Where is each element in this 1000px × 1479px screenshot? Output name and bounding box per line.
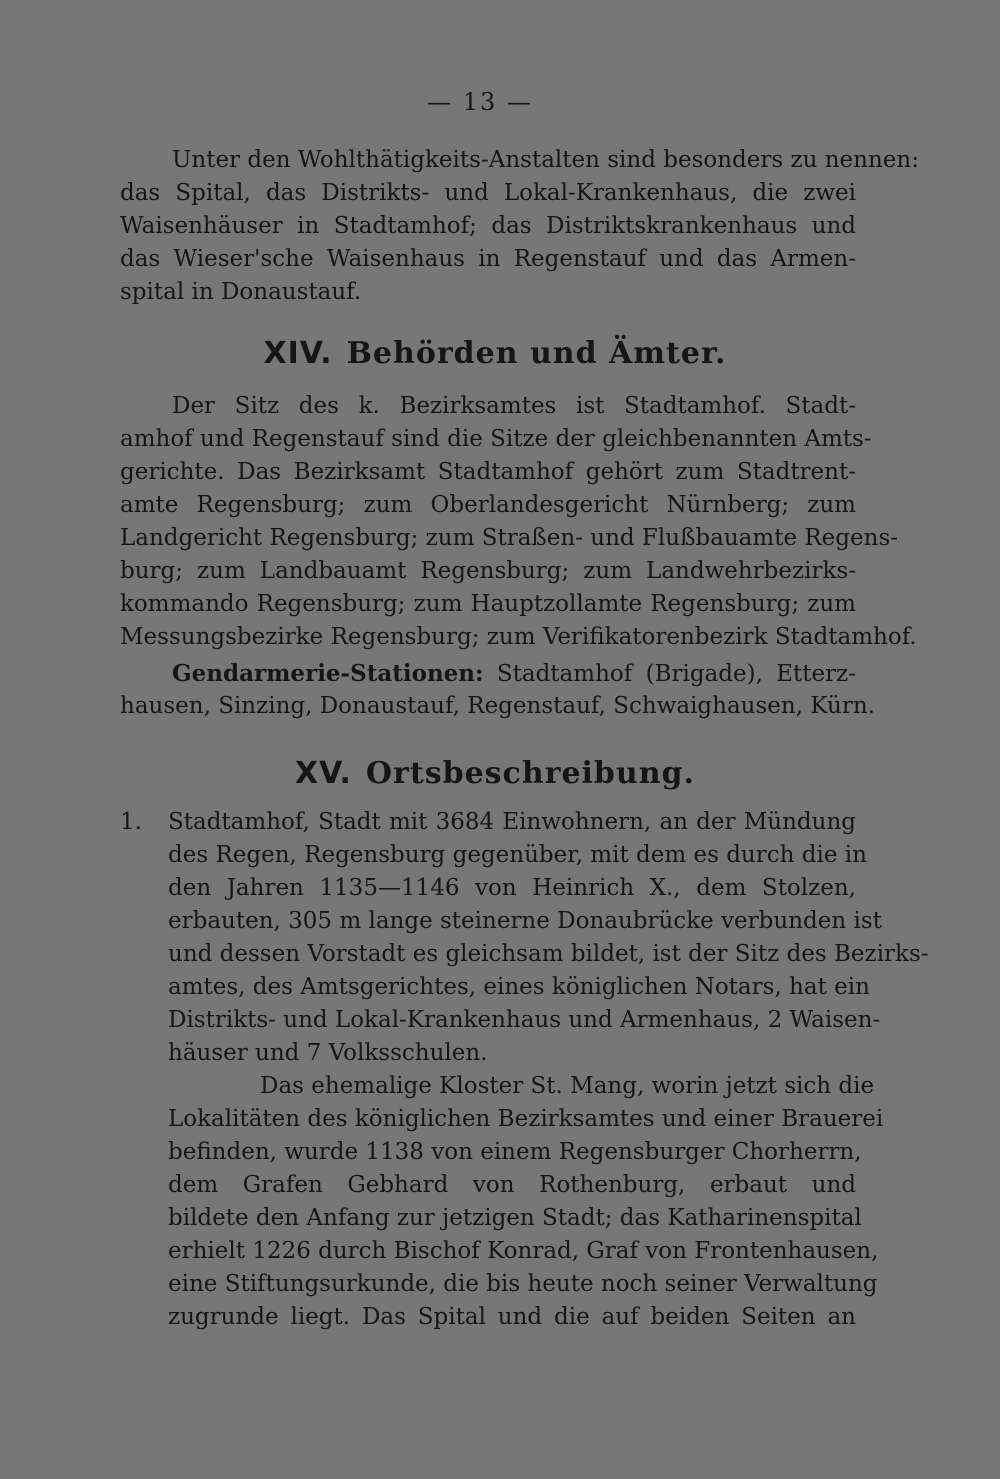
text-line: dem Grafen Gebhard von Rothenburg, erbaut und <box>168 1172 856 1198</box>
gendarmerie-label: Gendarmerie-Stationen: <box>172 660 484 687</box>
page-number: — 13 — <box>427 88 533 116</box>
text-line: Stadtamhof, Stadt mit 3684 Einwohnern, an der Mündung <box>168 809 856 835</box>
text-line: häuser und 7 Volksschulen. <box>168 1040 488 1066</box>
intro-paragraph <box>120 144 919 309</box>
text-line: den Jahren 1135—1146 von Heinrich X., dem Stolzen, <box>168 875 856 901</box>
text-line: Distrikts- und Lokal-Krankenhaus und Armenhaus, 2 Waisen- <box>168 1007 881 1033</box>
text-line: eine Stiftungsurkunde, die bis heute noch seiner Verwaltung <box>168 1271 878 1297</box>
gendarmerie-paragraph <box>120 657 875 723</box>
text-line: Das ehemalige Kloster St. Mang, worin jetzt sich die <box>260 1073 875 1099</box>
section-15-number: XV. <box>295 756 352 791</box>
text-line: Waisenhäuser in Stadtamhof; das Distriktskrankenhaus und <box>120 213 856 239</box>
text-line: befinden, wurde 1138 von einem Regensburger Chorherrn, <box>168 1139 862 1165</box>
item-number: 1. <box>120 809 142 835</box>
text-line: erhielt 1226 durch Bischof Konrad, Graf von Frontenhausen, <box>168 1238 879 1264</box>
text-line: Unter den Wohlthätigkeits-Anstalten sind besonders zu nennen: <box>172 147 919 173</box>
text-line <box>120 657 856 690</box>
section-14-number: XIV. <box>263 336 333 371</box>
text-line: burg; zum Landbauamt Regensburg; zum Landwehrbezirks- <box>120 558 856 584</box>
text-line: spital in Donaustauf. <box>120 279 362 305</box>
item-1-paragraph <box>120 806 929 1070</box>
text-line: das Wieser'sche Waisenhaus in Regenstauf und das Armen- <box>120 246 856 272</box>
text-line: das Spital, das Distrikts- und Lokal-Krankenhaus, die zwei <box>120 180 856 206</box>
section-14-title: Behörden und Ämter. <box>346 336 727 371</box>
text-line: des Regen, Regensburg gegenüber, mit dem es durch die in <box>168 842 867 868</box>
text-line: amtes, des Amtsgerichtes, eines königlichen Notars, hat ein <box>168 974 870 1000</box>
text-line: und dessen Vorstadt es gleichsam bildet, ist der Sitz des Bezirks- <box>168 941 929 967</box>
st-mang-paragraph <box>120 1070 884 1334</box>
text-line: erbauten, 305 m lange steinerne Donaubrücke verbunden ist <box>168 908 882 934</box>
gendarmerie-text: Stadtamhof (Brigade), Etterz- <box>496 661 857 687</box>
text-line: Der Sitz des k. Bezirksamtes ist Stadtamhof. Stadt- <box>172 393 856 419</box>
text-line: kommando Regensburg; zum Hauptzollamte Regensburg; zum <box>120 591 856 617</box>
text-line: Lokalitäten des königlichen Bezirksamtes und einer Brauerei <box>168 1106 884 1132</box>
section-14-paragraph <box>120 390 917 654</box>
text-line: hausen, Sinzing, Donaustauf, Regenstauf, Schwaighausen, Kürn. <box>120 693 875 719</box>
section-14-heading <box>0 336 990 371</box>
text-line: amte Regensburg; zum Oberlandesgericht Nürnberg; zum <box>120 492 856 518</box>
section-15-heading <box>0 756 990 791</box>
text-line: gerichte. Das Bezirksamt Stadtamhof gehört zum Stadtrent- <box>120 459 856 485</box>
text-line: amhof und Regenstauf sind die Sitze der gleichbenannten Amts- <box>120 426 872 452</box>
text-line: zugrunde liegt. Das Spital und die auf beiden Seiten an <box>168 1304 856 1330</box>
text-line: Landgericht Regensburg; zum Straßen- und Flußbauamte Regens- <box>120 525 899 551</box>
text-line: Messungsbezirke Regensburg; zum Verifikatorenbezirk Stadtamhof. <box>120 624 917 650</box>
section-15-title: Ortsbeschreibung. <box>365 756 695 791</box>
text-line: bildete den Anfang zur jetzigen Stadt; das Katharinenspital <box>168 1205 862 1231</box>
